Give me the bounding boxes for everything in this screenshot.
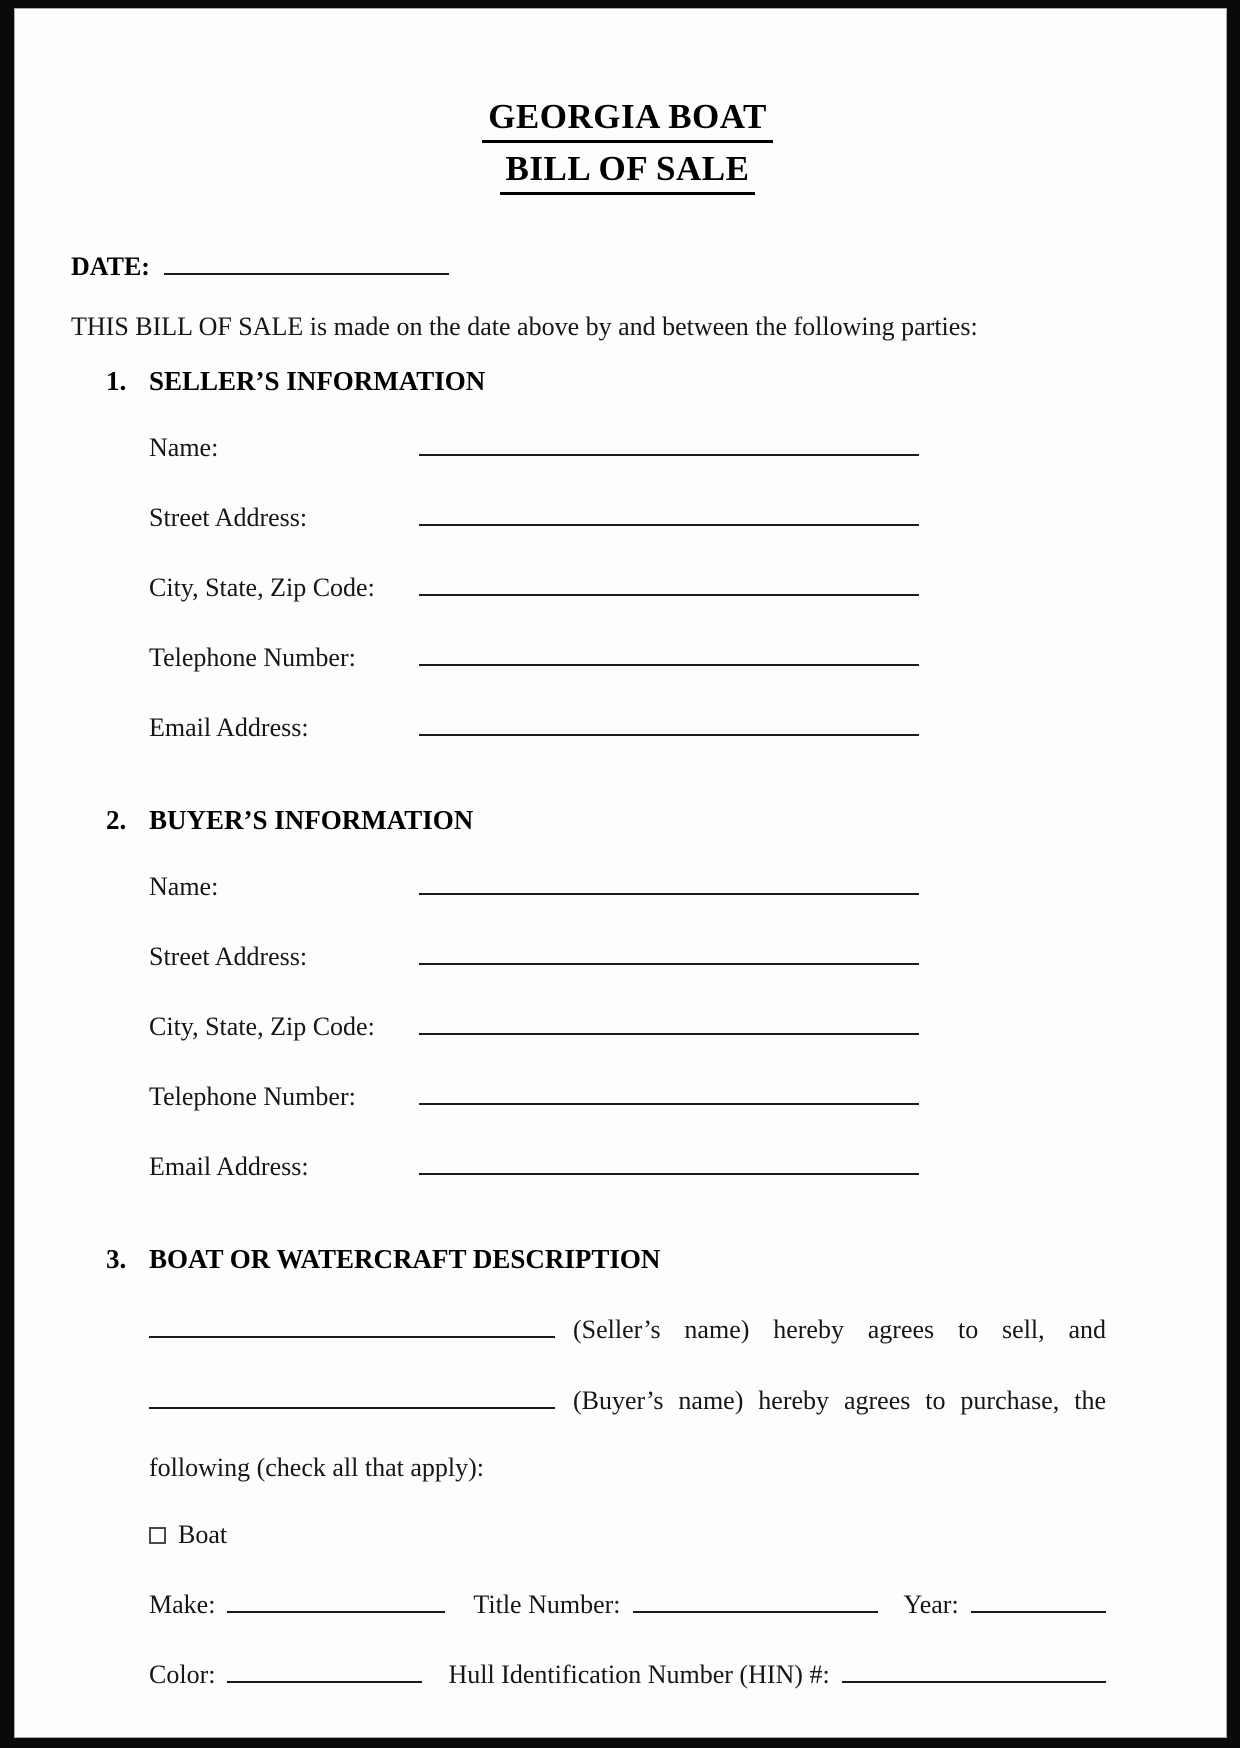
make-label: Make: xyxy=(149,1590,216,1619)
boat-checkbox-label: Boat xyxy=(178,1520,228,1549)
boat-section-title: BOAT OR WATERCRAFT DESCRIPTION xyxy=(149,1244,661,1274)
buyer-phone-row xyxy=(149,1079,1184,1112)
date-input[interactable] xyxy=(164,249,449,275)
buyer-street-label: Street Address: xyxy=(149,942,308,971)
year-input[interactable] xyxy=(971,1587,1106,1613)
buyer-name-label: Name: xyxy=(149,872,219,901)
intro-paragraph: THIS BILL OF SALE is made on the date above by and between the following parties: xyxy=(71,312,978,341)
seller-phone-row xyxy=(149,640,1184,673)
buyer-city-label: City, State, Zip Code: xyxy=(149,1012,375,1041)
document-title xyxy=(71,95,1184,195)
buyer-clause-line xyxy=(149,1383,1106,1416)
seller-email-input[interactable] xyxy=(419,710,919,736)
following-text: following (check all that apply): xyxy=(149,1453,485,1482)
buyer-name-row xyxy=(149,869,1184,902)
seller-clause-text: (Seller’s name) hereby agrees to sell, and xyxy=(573,1315,1106,1344)
buyer-clause-text: (Buyer’s name) hereby agrees to purchase, the xyxy=(573,1386,1106,1415)
seller-email-label: Email Address: xyxy=(149,713,309,742)
buyer-street-row xyxy=(149,939,1184,972)
buyer-phone-label: Telephone Number: xyxy=(149,1082,356,1111)
date-row xyxy=(71,249,1184,282)
buyer-email-input[interactable] xyxy=(419,1149,919,1175)
hin-input[interactable] xyxy=(842,1657,1106,1683)
title-line-2: BILL OF SALE xyxy=(500,147,756,195)
seller-clause-line xyxy=(149,1312,1106,1345)
seller-phone-input[interactable] xyxy=(419,640,919,666)
seller-city-label: City, State, Zip Code: xyxy=(149,573,375,602)
buyer-section-number: 2. xyxy=(106,805,127,835)
date-label: DATE: xyxy=(71,252,150,281)
seller-street-label: Street Address: xyxy=(149,503,308,532)
seller-name-label: Name: xyxy=(149,433,219,462)
seller-phone-label: Telephone Number: xyxy=(149,643,356,672)
title-number-label: Title Number: xyxy=(473,1590,621,1619)
seller-name-clause-input[interactable] xyxy=(149,1312,555,1338)
seller-section-heading xyxy=(71,366,1184,396)
boat-checkbox[interactable] xyxy=(149,1527,166,1544)
seller-name-input[interactable] xyxy=(419,430,919,456)
color-label: Color: xyxy=(149,1660,216,1689)
color-hin-row xyxy=(149,1657,1106,1690)
buyer-email-row xyxy=(149,1149,1184,1182)
title-line-1: GEORGIA BOAT xyxy=(482,95,773,143)
boat-checkbox-row xyxy=(149,1520,1184,1550)
buyer-section-heading xyxy=(71,805,1184,835)
boat-section-number: 3. xyxy=(106,1244,127,1274)
seller-section-title: SELLER’S INFORMATION xyxy=(149,366,486,396)
seller-email-row xyxy=(149,710,1184,743)
buyer-city-input[interactable] xyxy=(419,1009,919,1035)
seller-city-row xyxy=(149,570,1184,603)
buyer-street-input[interactable] xyxy=(419,939,919,965)
seller-street-row xyxy=(149,500,1184,533)
boat-section-heading xyxy=(71,1244,1184,1274)
buyer-name-clause-input[interactable] xyxy=(149,1383,555,1409)
color-input[interactable] xyxy=(227,1657,422,1683)
buyer-section-title: BUYER’S INFORMATION xyxy=(149,805,474,835)
make-input[interactable] xyxy=(227,1587,445,1613)
buyer-name-input[interactable] xyxy=(419,869,919,895)
hin-label: Hull Identification Number (HIN) #: xyxy=(448,1660,830,1689)
document-page xyxy=(14,8,1227,1738)
buyer-phone-input[interactable] xyxy=(419,1079,919,1105)
seller-name-row xyxy=(149,430,1184,463)
buyer-city-row xyxy=(149,1009,1184,1042)
seller-city-input[interactable] xyxy=(419,570,919,596)
make-title-year-row xyxy=(149,1587,1106,1620)
buyer-email-label: Email Address: xyxy=(149,1152,309,1181)
seller-section-number: 1. xyxy=(106,366,127,396)
year-label: Year: xyxy=(903,1590,959,1619)
seller-street-input[interactable] xyxy=(419,500,919,526)
title-number-input[interactable] xyxy=(633,1587,878,1613)
